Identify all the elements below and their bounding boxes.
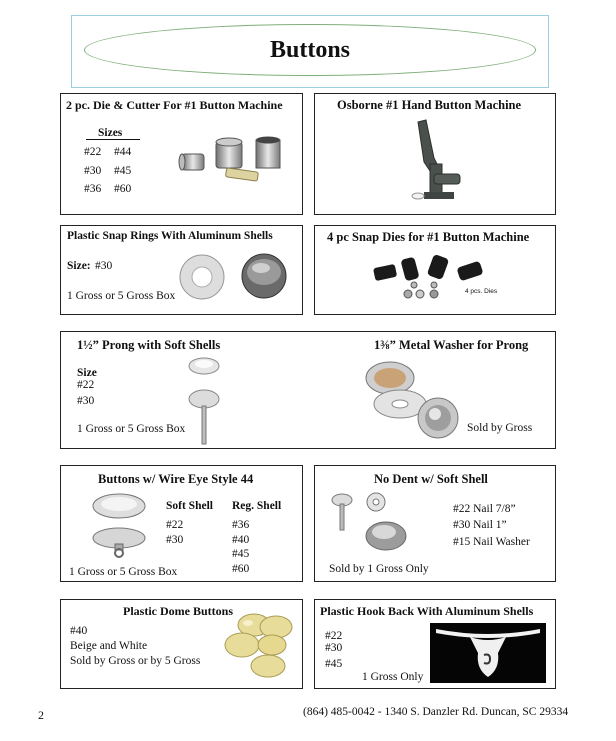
hook-back-size: #30 (325, 642, 343, 654)
page-number: 2 (38, 708, 44, 722)
dome-size: #40 (70, 625, 88, 637)
no-dent-title: No Dent w/ Soft Shell (374, 472, 488, 486)
prong-size: #30 (77, 395, 95, 407)
size-item: #44 (114, 146, 132, 158)
snap-rings-size-value: #30 (95, 260, 113, 272)
hook-back-size: #22 (325, 630, 343, 642)
size-item: #36 (84, 183, 102, 195)
snap-rings-title: Plastic Snap Rings With Aluminum Shells (67, 230, 273, 242)
die-cutter-photo (176, 134, 288, 186)
hook-back-note: 1 Gross Only (362, 671, 424, 683)
wire-eye-photo (88, 492, 150, 558)
hand-machine-photo (404, 118, 464, 204)
no-dent-item: #15 Nail Washer (453, 536, 530, 548)
dome-note: Sold by Gross or by 5 Gross (70, 655, 201, 667)
snap-rings-size-label: Size: (67, 260, 91, 272)
size-item: #45 (114, 165, 132, 177)
hook-back-title: Plastic Hook Back With Aluminum Shells (320, 604, 534, 618)
dome-title: Plastic Dome Buttons (123, 604, 233, 618)
size-item: #30 (84, 165, 102, 177)
prong-size: #22 (77, 379, 95, 391)
no-dent-photo (326, 488, 414, 558)
sizes-underline (86, 139, 140, 140)
washer-note: Sold by Gross (467, 422, 533, 434)
washer-title: 1⅜” Metal Washer for Prong (374, 338, 529, 352)
no-dent-item: #22 Nail 7/8” (453, 503, 516, 515)
reg-shell-size: #36 (232, 519, 250, 531)
prong-size-label: Size (77, 367, 97, 379)
reg-shell-size: #60 (232, 563, 250, 575)
soft-shell-label: Soft Shell (166, 500, 213, 512)
size-item: #22 (84, 146, 102, 158)
no-dent-item: #30 Nail 1” (453, 519, 507, 531)
no-dent-note: Sold by 1 Gross Only (329, 563, 429, 575)
snap-dies-title: 4 pc Snap Dies for #1 Button Machine (327, 230, 530, 244)
soft-shell-size: #22 (166, 519, 184, 531)
size-item: #60 (114, 183, 132, 195)
hook-back-size: #45 (325, 658, 343, 670)
soft-shell-size: #30 (166, 534, 184, 546)
dome-photo (212, 611, 298, 681)
dome-colors: Beige and White (70, 640, 148, 652)
prong-packaging: 1 Gross or 5 Gross Box (77, 423, 186, 435)
reg-shell-size: #40 (232, 534, 250, 546)
hand-machine-title: Osborne #1 Hand Button Machine (337, 98, 522, 112)
prong-photo (186, 356, 222, 446)
wire-eye-title: Buttons w/ Wire Eye Style 44 (98, 472, 254, 486)
snap-rings-photo (177, 252, 289, 302)
footer-contact: (864) 485-0042 - 1340 S. Danzler Rd. Duncan, SC 29334 (303, 706, 569, 718)
reg-shell-size: #45 (232, 548, 250, 560)
wire-eye-packaging: 1 Gross or 5 Gross Box (69, 566, 178, 578)
snap-dies-caption: 4 pcs. Dies (465, 288, 498, 295)
hook-back-photo (430, 623, 546, 683)
washer-photo (360, 356, 464, 444)
reg-shell-label: Reg. Shell (232, 500, 282, 512)
die-cutter-title: 2 pc. Die & Cutter For #1 Button Machine (66, 98, 283, 112)
snap-rings-packaging: 1 Gross or 5 Gross Box (67, 290, 176, 302)
sizes-label: Sizes (98, 127, 123, 139)
prong-title: 1½” Prong with Soft Shells (77, 338, 221, 352)
page-title: Buttons (269, 36, 351, 63)
